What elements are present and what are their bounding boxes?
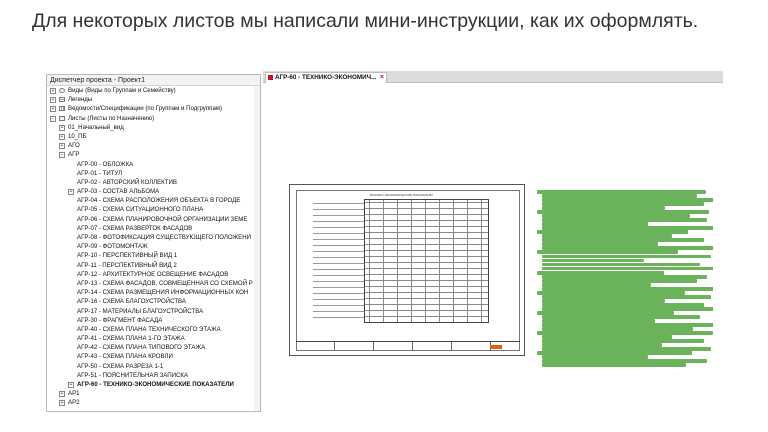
tree-item[interactable] — [47, 205, 260, 214]
tep-table-names-column — [313, 199, 365, 323]
tree-item[interactable] — [47, 150, 260, 159]
tree-item[interactable] — [47, 325, 260, 334]
expand-icon[interactable]: + — [51, 88, 55, 94]
slide-heading: Для некоторых листов мы написали мини-инструкции, как их оформлять. — [32, 10, 699, 32]
tree-item-label: АГР-41 - СХЕМА ПЛАНА 1-ГО ЭТАЖА — [77, 335, 185, 343]
tab-label: АГР-60 - ТЕХНИКО-ЭКОНОМИЧ... — [275, 74, 377, 81]
instruction-line — [542, 255, 711, 259]
drawing-sheet[interactable] — [289, 184, 525, 356]
instruction-line — [537, 271, 664, 275]
tree-item[interactable] — [47, 362, 260, 371]
sheet-frame — [296, 190, 520, 351]
expand-icon[interactable]: + — [51, 106, 55, 113]
tree-item-label: АГР-01 - ТИТУЛ — [77, 169, 123, 177]
tree-item-label: АГР-08 - ФОТОФИКСАЦИЯ СУЩЕСТВУЮЩЕГО ПОЛОЖЕНИ — [77, 234, 251, 241]
title-block — [296, 341, 520, 351]
tree-item-label: АГР-10 - ПЕРСПЕКТИВНЫЙ ВИД 1 — [77, 252, 178, 260]
tree-item-label: 01_Начальный_вид — [68, 123, 124, 131]
tree-item[interactable] — [47, 288, 260, 297]
tree-item-label: 10_ПБ — [68, 132, 87, 140]
tree-item-label: АГР-16 - СХЕМА БЛАГОУСТРОЙСТВА — [77, 298, 186, 306]
project-tree — [47, 86, 260, 408]
expand-icon[interactable]: + — [51, 97, 55, 104]
instruction-line — [542, 259, 644, 263]
tree-item-label: АГР-11 - ПЕРСПЕКТИВНЫЙ ВИД 2 — [77, 261, 177, 269]
instruction-line — [542, 363, 686, 367]
project-browser — [46, 74, 261, 412]
tab-agr-60[interactable] — [265, 72, 387, 83]
tree-item[interactable] — [47, 279, 260, 288]
tree-item-label: АГР-00 - ОБЛОЖКА — [77, 160, 134, 168]
view-tab-bar — [263, 71, 723, 83]
tree-item[interactable] — [47, 132, 260, 141]
tree-item[interactable] — [47, 307, 260, 316]
tree-item[interactable] — [47, 371, 260, 380]
project-browser-title: Диспетчер проекта - Проект1 — [47, 75, 260, 86]
tree-item-label: АГР-04 - СХЕМА РАСПОЛОЖЕНИЯ ОБЪЕКТА В ГОРОДЕ — [77, 197, 241, 205]
tree-item-label: АГР-12 - АРХИТЕКТУРНОЕ ОСВЕЩЕНИЕ ФАСАДОВ — [77, 270, 229, 278]
tree-item[interactable] — [47, 261, 260, 270]
tree-item-label: Ведомости/Спецификации (по Группам и Подгруппам) — [68, 105, 223, 113]
tree-item[interactable] — [47, 334, 260, 343]
tree-item[interactable] — [47, 233, 260, 242]
instruction-line — [542, 263, 700, 267]
tree-item[interactable] — [47, 343, 260, 352]
project-browser-scrollbar[interactable] — [254, 86, 260, 412]
tree-item-label: АГР-43 - СХЕМА ПЛАНА КРОВЛИ — [77, 353, 173, 361]
tree-item[interactable] — [47, 196, 260, 205]
tree-item-label: АР2 — [68, 399, 80, 407]
tree-item-label: АР1 — [68, 390, 80, 398]
sheet-icon — [59, 116, 65, 121]
company-logo — [490, 345, 502, 349]
expand-icon[interactable]: + — [60, 400, 64, 407]
tree-item-label: АГР-14 - СХЕМА РАЗМЕЩЕНИЯ ИНФОРМАЦИОННЫХ КОН — [77, 289, 249, 297]
tree-item-label: Виды (Виды по Группам и Семейству) — [68, 87, 176, 94]
tree-item-label: АГР-03 - СОСТАВ АЛЬБОМА — [77, 188, 160, 196]
tree-item-label: Листы (Листы по Назначению) — [68, 114, 155, 122]
tree-item-label: АГР-05 - СХЕМА СИТУАЦИОННОГО ПЛАНА — [77, 206, 204, 214]
tree-item[interactable] — [47, 215, 260, 224]
tree-item[interactable] — [47, 178, 260, 187]
expand-icon[interactable]: + — [69, 382, 73, 388]
tree-item-label: АГР-60 - ТЕХНИКО-ЭКОНОМИЧЕСКИЕ ПОКАЗАТЕЛИ — [77, 381, 234, 388]
legend-icon — [59, 97, 65, 102]
tree-item[interactable] — [47, 160, 260, 169]
tree-item[interactable] — [47, 251, 260, 260]
tree-item[interactable] — [47, 270, 260, 279]
tree-item[interactable] — [47, 242, 260, 251]
tree-item[interactable] — [47, 398, 260, 407]
tree-item[interactable] — [47, 95, 260, 104]
sheet-icon — [268, 75, 273, 80]
expand-icon[interactable]: + — [60, 143, 64, 150]
tree-item[interactable] — [47, 169, 260, 178]
tree-item[interactable] — [47, 297, 260, 306]
tree-item-label: АГР-50 - СХЕМА РАЗРЕЗА 1-1 — [77, 362, 164, 370]
tree-item-label: АГР-17 - МАТЕРИАЛЫ БЛАГОУСТРОЙСТВА — [77, 307, 204, 315]
tree-item-label: АГР-06 - СХЕМА ПЛАНИРОВОЧНОЙ ОРГАНИЗАЦИИ ЗЕМЕ — [77, 215, 248, 223]
sheet-table-title: ТЕХНИКО-ЭКОНОМИЧЕСКИЕ ПОКАЗАТЕЛИ — [369, 193, 433, 197]
instruction-notes — [537, 184, 713, 406]
sched-icon — [59, 106, 65, 111]
tree-item[interactable] — [47, 389, 260, 398]
instruction-line — [542, 267, 713, 271]
tree-item[interactable] — [47, 187, 260, 196]
tree-item[interactable] — [47, 316, 260, 325]
close-icon[interactable]: × — [379, 74, 384, 81]
collapse-icon[interactable]: − — [60, 152, 64, 159]
tree-item-label: АГР-13 - СХЕМА ФАСАДОВ, СОВМЕЩЕННАЯ СО СХЕМОЙ Р — [77, 279, 253, 287]
tree-item[interactable] — [47, 224, 260, 233]
tree-item-label: АГР-02 - АВТОРСКИЙ КОЛЛЕКТИВ — [77, 178, 177, 186]
eye-icon — [59, 88, 65, 93]
tree-item[interactable] — [47, 104, 260, 113]
expand-icon[interactable]: + — [69, 189, 73, 196]
expand-icon[interactable]: + — [60, 133, 64, 140]
tree-item-label: АГР-42 - СХЕМА ПЛАНА ТИПОВОГО ЭТАЖА — [77, 344, 206, 352]
instruction-line — [537, 250, 678, 254]
tree-item-label: АГР-07 - СХЕМА РАЗВЕРТОК ФАСАДОВ — [77, 224, 193, 232]
expand-icon[interactable]: + — [60, 391, 64, 398]
collapse-icon[interactable]: − — [51, 115, 55, 122]
tree-item[interactable] — [47, 380, 260, 389]
instruction-line — [542, 279, 697, 283]
tree-item[interactable] — [47, 86, 260, 95]
tree-item[interactable] — [47, 141, 260, 150]
expand-icon[interactable]: + — [60, 124, 64, 131]
tree-item-label: АГР-09 - ФОТОМОНТАЖ — [77, 243, 148, 251]
tree-item-label: АГР-40 - СХЕМА ПЛАНА ТЕХНИЧЕСКОГО ЭТАЖА — [77, 325, 221, 333]
tree-item[interactable] — [47, 352, 260, 361]
instruction-line — [542, 275, 707, 279]
tree-item-label: Легенды — [68, 96, 93, 104]
tree-item-label: АГР — [68, 151, 80, 159]
tree-item[interactable] — [47, 123, 260, 132]
tree-item-label: АГО — [68, 142, 80, 150]
tree-item-label: АГР-51 - ПОЯСНИТЕЛЬНАЯ ЗАПИСКА — [77, 371, 189, 379]
tree-item-label: АГР-30 - ФРАГМЕНТ ФАСАДА — [77, 316, 163, 324]
tree-item[interactable] — [47, 114, 260, 123]
